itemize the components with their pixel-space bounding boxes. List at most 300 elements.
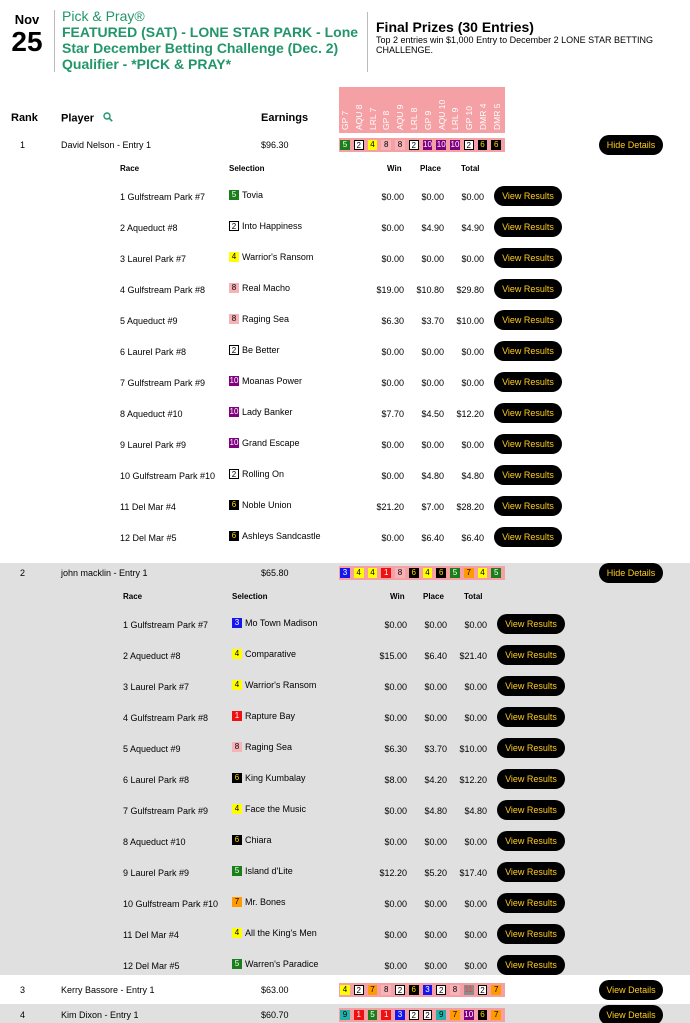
- view-results-button[interactable]: View Results: [494, 279, 562, 299]
- entry-player[interactable]: Kim Dixon - Entry 1: [61, 1010, 139, 1020]
- leg-total: $21.40: [459, 651, 487, 661]
- view-results-button[interactable]: View Results: [494, 341, 562, 361]
- date-month: Nov: [14, 12, 40, 27]
- leg-win: $0.00: [381, 254, 404, 264]
- horse-name: Rolling On: [242, 469, 285, 479]
- view-results-button[interactable]: View Results: [494, 527, 562, 547]
- leg-selection: [229, 469, 284, 479]
- race-header: [380, 87, 394, 133]
- contest-date: [6, 12, 48, 56]
- leg-race: 12 Del Mar #5: [120, 533, 177, 543]
- leg-place: $0.00: [424, 620, 447, 630]
- horse-name: Island d'Lite: [245, 866, 293, 876]
- view-results-button[interactable]: View Results: [497, 800, 565, 820]
- leg-place: $7.00: [421, 502, 444, 512]
- view-results-button[interactable]: View Results: [494, 372, 562, 392]
- race-header-label: AQU 9: [395, 104, 406, 130]
- saddle-cloth-badge: 3: [232, 618, 242, 628]
- race-header: [422, 87, 436, 133]
- entry-player[interactable]: Kerry Bassore - Entry 1: [61, 985, 155, 995]
- leg-selection: [229, 407, 293, 417]
- leg-race: 9 Laurel Park #9: [120, 440, 187, 450]
- horse-name: Raging Sea: [242, 314, 290, 324]
- leg-place: $3.70: [424, 744, 447, 754]
- leg-selection: [229, 314, 289, 324]
- race-header: [477, 87, 491, 133]
- leg-total: $10.00: [459, 744, 487, 754]
- saddle-cloth-badge: 7: [464, 568, 474, 578]
- race-header: [436, 87, 450, 133]
- entry-player[interactable]: john macklin - Entry 1: [61, 568, 148, 578]
- saddle-cloth-badge: 10: [450, 140, 460, 149]
- leg-total: $0.00: [464, 682, 487, 692]
- race-header-label: LRL 7: [367, 107, 378, 130]
- horse-name: Ashleys Sandcastle: [242, 531, 321, 541]
- leg-total: $10.00: [456, 316, 484, 326]
- saddle-cloth-badge: 1: [381, 568, 391, 578]
- leg-selection: [232, 773, 306, 783]
- race-header: [449, 87, 463, 133]
- entry-rank: 4: [20, 1010, 26, 1020]
- contest-name: FEATURED (SAT) - LONE STAR PARK - Lone Star December Betting Challenge (Dec. 2) Qualifier - *PICK & PRAY*: [62, 24, 359, 72]
- saddle-cloth-badge: 11: [464, 985, 473, 994]
- saddle-cloth-badge: 4: [340, 985, 350, 995]
- leg-selection: [232, 680, 316, 690]
- leg-win: $0.00: [381, 223, 404, 233]
- saddle-cloth-badge: 8: [232, 742, 242, 752]
- saddle-cloth-badge: 3: [340, 568, 350, 578]
- horse-name: Grand Escape: [242, 438, 300, 448]
- race-leg-row: [0, 242, 690, 273]
- race-leg-row: [0, 701, 690, 732]
- race-header-label: GP 9: [422, 110, 433, 130]
- race-leg-row: [0, 335, 690, 366]
- leg-place: $0.00: [421, 440, 444, 450]
- leg-place: $0.00: [421, 254, 444, 264]
- leg-total: $0.00: [461, 378, 484, 388]
- leg-total: $0.00: [464, 930, 487, 940]
- leg-win: $0.00: [381, 440, 404, 450]
- race-leg-row: [0, 918, 690, 949]
- saddle-cloth-badge: 5: [491, 568, 501, 578]
- leg-place: $0.00: [424, 713, 447, 723]
- saddle-cloth-badge: 6: [232, 773, 242, 783]
- leg-race: 1 Gulfstream Park #7: [123, 620, 209, 630]
- horse-name: Real Macho: [242, 283, 291, 293]
- view-results-button[interactable]: View Results: [494, 403, 562, 423]
- view-results-button[interactable]: View Results: [494, 186, 562, 206]
- race-header: [394, 87, 408, 133]
- race-header: [491, 87, 505, 133]
- leg-race: 10 Gulfstream Park #10: [120, 471, 216, 481]
- leg-win: $21.20: [376, 502, 404, 512]
- leg-win: $0.00: [384, 806, 407, 816]
- leg-selection: [229, 345, 280, 355]
- prizes-title: Final Prizes (30 Entries): [376, 19, 534, 35]
- leg-win: $0.00: [384, 837, 407, 847]
- entry-rank: 2: [20, 568, 26, 578]
- entry-row: [0, 979, 690, 1004]
- leg-selection: [232, 649, 296, 659]
- leg-win: $0.00: [381, 378, 404, 388]
- saddle-cloth-badge: 4: [423, 568, 433, 578]
- leg-total: $12.20: [459, 775, 487, 785]
- leg-place: $4.50: [421, 409, 444, 419]
- leg-selection: [232, 897, 286, 907]
- leg-race: 4 Gulfstream Park #8: [123, 713, 209, 723]
- view-results-button[interactable]: View Results: [497, 955, 565, 975]
- leg-race: 7 Gulfstream Park #9: [120, 378, 206, 388]
- leg-total: $17.40: [459, 868, 487, 878]
- leg-race: 3 Laurel Park #7: [120, 254, 187, 264]
- contest-type: Pick & Pray®: [62, 8, 145, 24]
- saddle-cloth-badge: 10: [436, 140, 446, 149]
- saddle-cloth-badge: 10: [229, 438, 239, 447]
- hide-details-button[interactable]: Hide Details: [599, 135, 663, 155]
- entry-rank: 1: [20, 140, 26, 150]
- race-leg-row: [0, 949, 690, 980]
- detail-header-total: Total: [461, 164, 480, 173]
- view-results-button[interactable]: View Results: [497, 769, 565, 789]
- detail-header-selection: Selection: [229, 164, 265, 173]
- saddle-cloth-badge: 10: [464, 1010, 474, 1019]
- leg-place: $0.00: [424, 899, 447, 909]
- horse-name: Be Better: [242, 345, 280, 355]
- saddle-cloth-badge: 6: [478, 140, 488, 150]
- saddle-cloth-badge: 8: [450, 985, 460, 995]
- view-results-button[interactable]: View Results: [494, 217, 562, 237]
- saddle-cloth-badge: 8: [395, 140, 405, 150]
- saddle-cloth-badge: 2: [478, 985, 488, 995]
- leg-place: $4.80: [421, 471, 444, 481]
- leg-win: $0.00: [384, 930, 407, 940]
- leg-selection: [232, 866, 293, 876]
- race-leg-row: [0, 273, 690, 304]
- horse-name: Mr. Bones: [245, 897, 286, 907]
- leg-race: 3 Laurel Park #7: [123, 682, 190, 692]
- leg-place: $4.80: [424, 806, 447, 816]
- leg-place: $3.70: [421, 316, 444, 326]
- view-results-button[interactable]: View Results: [497, 676, 565, 696]
- leg-total: $4.80: [461, 471, 484, 481]
- saddle-cloth-badge: 1: [232, 711, 242, 721]
- leg-race: 7 Gulfstream Park #9: [123, 806, 209, 816]
- saddle-cloth-badge: 2: [423, 1010, 433, 1020]
- leg-selection: [229, 531, 321, 541]
- leg-win: $0.00: [381, 192, 404, 202]
- column-header-earnings: Earnings: [261, 112, 309, 124]
- horse-name: Mo Town Madison: [245, 618, 318, 628]
- leg-selection: [232, 928, 317, 938]
- leg-selection: [229, 438, 300, 448]
- saddle-cloth-badge: 5: [368, 1010, 378, 1020]
- column-header-player: [61, 112, 113, 125]
- leg-total: $0.00: [461, 192, 484, 202]
- saddle-cloth-badge: 4: [354, 568, 364, 578]
- leg-place: $5.20: [424, 868, 447, 878]
- race-header: [367, 87, 381, 133]
- saddle-cloth-badge: 2: [229, 345, 239, 355]
- view-details-button[interactable]: View Details: [599, 980, 663, 1000]
- saddle-cloth-badge: 7: [450, 1010, 460, 1020]
- race-leg-row: [0, 763, 690, 794]
- leg-total: $0.00: [464, 620, 487, 630]
- leg-total: $0.00: [461, 254, 484, 264]
- leg-selection: [229, 500, 292, 510]
- leg-place: $0.00: [421, 192, 444, 202]
- race-header: [463, 87, 477, 133]
- saddle-cloth-badge: 6: [229, 531, 239, 541]
- detail-header-total: Total: [464, 592, 483, 601]
- saddle-cloth-badge: 2: [395, 985, 405, 995]
- view-results-button[interactable]: View Results: [497, 645, 565, 665]
- leg-win: $6.30: [384, 744, 407, 754]
- saddle-cloth-badge: 2: [229, 469, 239, 479]
- leg-selection: [232, 618, 317, 628]
- horse-name: Into Happiness: [242, 221, 303, 231]
- column-header-rank: Rank: [11, 112, 38, 124]
- search-icon[interactable]: [103, 112, 113, 125]
- saddle-cloth-badge: 4: [368, 140, 378, 150]
- view-details-button[interactable]: View Details: [599, 1005, 663, 1023]
- leg-total: $12.20: [456, 409, 484, 419]
- leg-total: $0.00: [464, 899, 487, 909]
- saddle-cloth-badge: 2: [354, 985, 364, 995]
- leg-total: $29.80: [456, 285, 484, 295]
- horse-name: Moanas Power: [242, 376, 303, 386]
- race-leg-row: [0, 428, 690, 459]
- leg-race: 11 Del Mar #4: [120, 502, 176, 512]
- leg-race: 5 Aqueduct #9: [120, 316, 178, 326]
- player-label: Player: [61, 112, 95, 125]
- race-header-label: GP 8: [381, 110, 392, 130]
- saddle-cloth-badge: 6: [491, 140, 501, 150]
- leg-selection: [229, 252, 313, 262]
- leg-race: 10 Gulfstream Park #10: [123, 899, 219, 909]
- saddle-cloth-badge: 4: [232, 680, 242, 690]
- saddle-cloth-badge: 6: [409, 568, 419, 578]
- saddle-cloth-badge: 8: [381, 140, 391, 150]
- view-results-button[interactable]: View Results: [494, 496, 562, 516]
- saddle-cloth-badge: 2: [464, 140, 474, 150]
- race-leg-row: [0, 397, 690, 428]
- leg-place: $0.00: [424, 961, 447, 971]
- saddle-cloth-badge: 5: [232, 959, 242, 969]
- saddle-cloth-badge: 7: [491, 985, 501, 995]
- leg-selection: [232, 804, 306, 814]
- leg-win: $12.20: [379, 868, 407, 878]
- leg-selection: [232, 742, 292, 752]
- leg-win: $19.00: [376, 285, 404, 295]
- race-column-headers: [339, 87, 505, 133]
- leg-place: $0.00: [421, 347, 444, 357]
- race-leg-row: [0, 825, 690, 856]
- leg-place: $0.00: [424, 837, 447, 847]
- entry-row: [0, 563, 690, 975]
- detail-header-selection: Selection: [232, 592, 268, 601]
- entry-earnings: $65.80: [261, 568, 289, 578]
- saddle-cloth-badge: 10: [423, 140, 432, 149]
- leg-total: $4.80: [464, 806, 487, 816]
- race-header-label: AQU 8: [353, 104, 364, 130]
- saddle-cloth-badge: 6: [232, 835, 242, 845]
- view-results-button[interactable]: View Results: [494, 248, 562, 268]
- leg-win: $7.70: [381, 409, 404, 419]
- leg-win: $0.00: [381, 533, 404, 543]
- saddle-cloth-badge: 6: [478, 1010, 488, 1020]
- race-header-label: DMR 5: [491, 103, 502, 130]
- date-day: 25: [11, 26, 43, 57]
- race-leg-row: [0, 794, 690, 825]
- leg-place: $6.40: [421, 533, 444, 543]
- saddle-cloth-badge: 3: [423, 985, 433, 995]
- race-leg-row: [0, 459, 690, 490]
- race-leg-row: [0, 887, 690, 918]
- saddle-cloth-badge: 1: [381, 1010, 391, 1020]
- leg-race: 8 Aqueduct #10: [120, 409, 183, 419]
- race-leg-row: [0, 856, 690, 887]
- saddle-cloth-badge: 4: [232, 928, 242, 938]
- leg-race: 12 Del Mar #5: [123, 961, 180, 971]
- leg-win: $0.00: [384, 713, 407, 723]
- leg-place: $4.90: [421, 223, 444, 233]
- saddle-cloth-badge: 2: [229, 221, 239, 231]
- saddle-cloth-badge: 7: [491, 1010, 501, 1020]
- leg-place: $0.00: [421, 378, 444, 388]
- saddle-cloth-badge: 8: [381, 985, 391, 995]
- leg-selection: [232, 959, 318, 969]
- saddle-cloth-badge: 5: [232, 866, 242, 876]
- leg-race: 8 Aqueduct #10: [123, 837, 186, 847]
- race-leg-row: [0, 211, 690, 242]
- hide-details-button[interactable]: Hide Details: [599, 563, 663, 583]
- horse-name: Noble Union: [242, 500, 292, 510]
- view-results-button[interactable]: View Results: [497, 614, 565, 634]
- leg-selection: [232, 835, 272, 845]
- leg-place: $0.00: [424, 682, 447, 692]
- saddle-cloth-badge: 2: [409, 140, 419, 150]
- entry-row: [0, 135, 690, 547]
- saddle-cloth-badge: 7: [368, 985, 378, 995]
- saddle-cloth-badge: 9: [340, 1010, 350, 1020]
- leg-place: $10.80: [416, 285, 444, 295]
- leg-total: $6.40: [461, 533, 484, 543]
- view-results-button[interactable]: View Results: [497, 924, 565, 944]
- saddle-cloth-badge: 5: [450, 568, 460, 578]
- leg-total: $0.00: [464, 713, 487, 723]
- horse-name: Comparative: [245, 649, 297, 659]
- view-results-button[interactable]: View Results: [497, 707, 565, 727]
- leg-win: $6.30: [381, 316, 404, 326]
- detail-header-race: Race: [120, 164, 140, 173]
- saddle-cloth-badge: 6: [229, 500, 239, 510]
- horse-name: Warren's Paradice: [245, 959, 319, 969]
- leg-total: $0.00: [464, 961, 487, 971]
- leg-win: $0.00: [381, 471, 404, 481]
- leg-win: $8.00: [384, 775, 407, 785]
- leg-selection: [229, 376, 302, 386]
- race-header: [408, 87, 422, 133]
- saddle-cloth-badge: 10: [229, 376, 239, 385]
- prizes-info: [376, 20, 676, 55]
- saddle-cloth-badge: 4: [478, 568, 488, 578]
- leg-race: 9 Laurel Park #9: [123, 868, 190, 878]
- saddle-cloth-badge: 2: [436, 985, 446, 995]
- saddle-cloth-badge: 5: [340, 140, 350, 150]
- leg-win: $0.00: [384, 620, 407, 630]
- leg-race: 5 Aqueduct #9: [123, 744, 181, 754]
- saddle-cloth-badge: 6: [409, 985, 419, 995]
- horse-name: All the King's Men: [245, 928, 317, 938]
- race-header-label: DMR 4: [477, 103, 488, 130]
- view-results-button[interactable]: View Results: [497, 862, 565, 882]
- horse-name: Warrior's Ransom: [245, 680, 317, 690]
- leg-race: 2 Aqueduct #8: [123, 651, 181, 661]
- horse-name: Tovia: [242, 190, 264, 200]
- race-leg-row: [0, 670, 690, 701]
- view-results-button[interactable]: View Results: [494, 434, 562, 454]
- leg-total: $4.90: [461, 223, 484, 233]
- pick-strip: [339, 983, 505, 997]
- entry-row: [0, 1004, 690, 1023]
- saddle-cloth-badge: 2: [354, 140, 364, 150]
- view-results-button[interactable]: View Results: [494, 465, 562, 485]
- saddle-cloth-badge: 4: [232, 649, 242, 659]
- view-results-button[interactable]: View Results: [497, 738, 565, 758]
- entry-earnings: $60.70: [261, 1010, 289, 1020]
- leg-race: 6 Laurel Park #8: [120, 347, 187, 357]
- leg-place: $0.00: [424, 930, 447, 940]
- leg-win: $0.00: [384, 682, 407, 692]
- leg-selection: [229, 190, 263, 200]
- race-header: [339, 87, 353, 133]
- race-leg-row: [0, 521, 690, 552]
- header-divider-2: [367, 12, 368, 72]
- horse-name: Warrior's Ransom: [242, 252, 314, 262]
- horse-name: Raging Sea: [245, 742, 293, 752]
- entry-earnings: $63.00: [261, 985, 289, 995]
- view-results-button[interactable]: View Results: [497, 831, 565, 851]
- horse-name: Lady Banker: [242, 407, 293, 417]
- leg-place: $4.20: [424, 775, 447, 785]
- pick-strip: [339, 1008, 505, 1022]
- leg-selection: [229, 283, 290, 293]
- leg-win: $15.00: [379, 651, 407, 661]
- horse-name: Rapture Bay: [245, 711, 296, 721]
- horse-name: King Kumbalay: [245, 773, 306, 783]
- race-header-label: LRL 9: [450, 107, 461, 130]
- detail-header-place: Place: [423, 592, 444, 601]
- race-leg-row: [0, 639, 690, 670]
- saddle-cloth-badge: 8: [229, 314, 239, 324]
- race-leg-row: [0, 366, 690, 397]
- contest-title: [62, 8, 362, 72]
- leg-total: $0.00: [461, 440, 484, 450]
- entry-player[interactable]: David Nelson - Entry 1: [61, 140, 152, 150]
- horse-name: Chiara: [245, 835, 272, 845]
- view-results-button[interactable]: View Results: [497, 893, 565, 913]
- saddle-cloth-badge: 8: [229, 283, 239, 293]
- detail-header-win: Win: [390, 592, 405, 601]
- leg-total: $0.00: [464, 837, 487, 847]
- saddle-cloth-badge: 10: [229, 407, 239, 416]
- saddle-cloth-badge: 1: [354, 1010, 364, 1020]
- race-leg-row: [0, 180, 690, 211]
- view-results-button[interactable]: View Results: [494, 310, 562, 330]
- saddle-cloth-badge: 6: [436, 568, 446, 578]
- leg-selection: [232, 711, 295, 721]
- leg-race: 11 Del Mar #4: [123, 930, 179, 940]
